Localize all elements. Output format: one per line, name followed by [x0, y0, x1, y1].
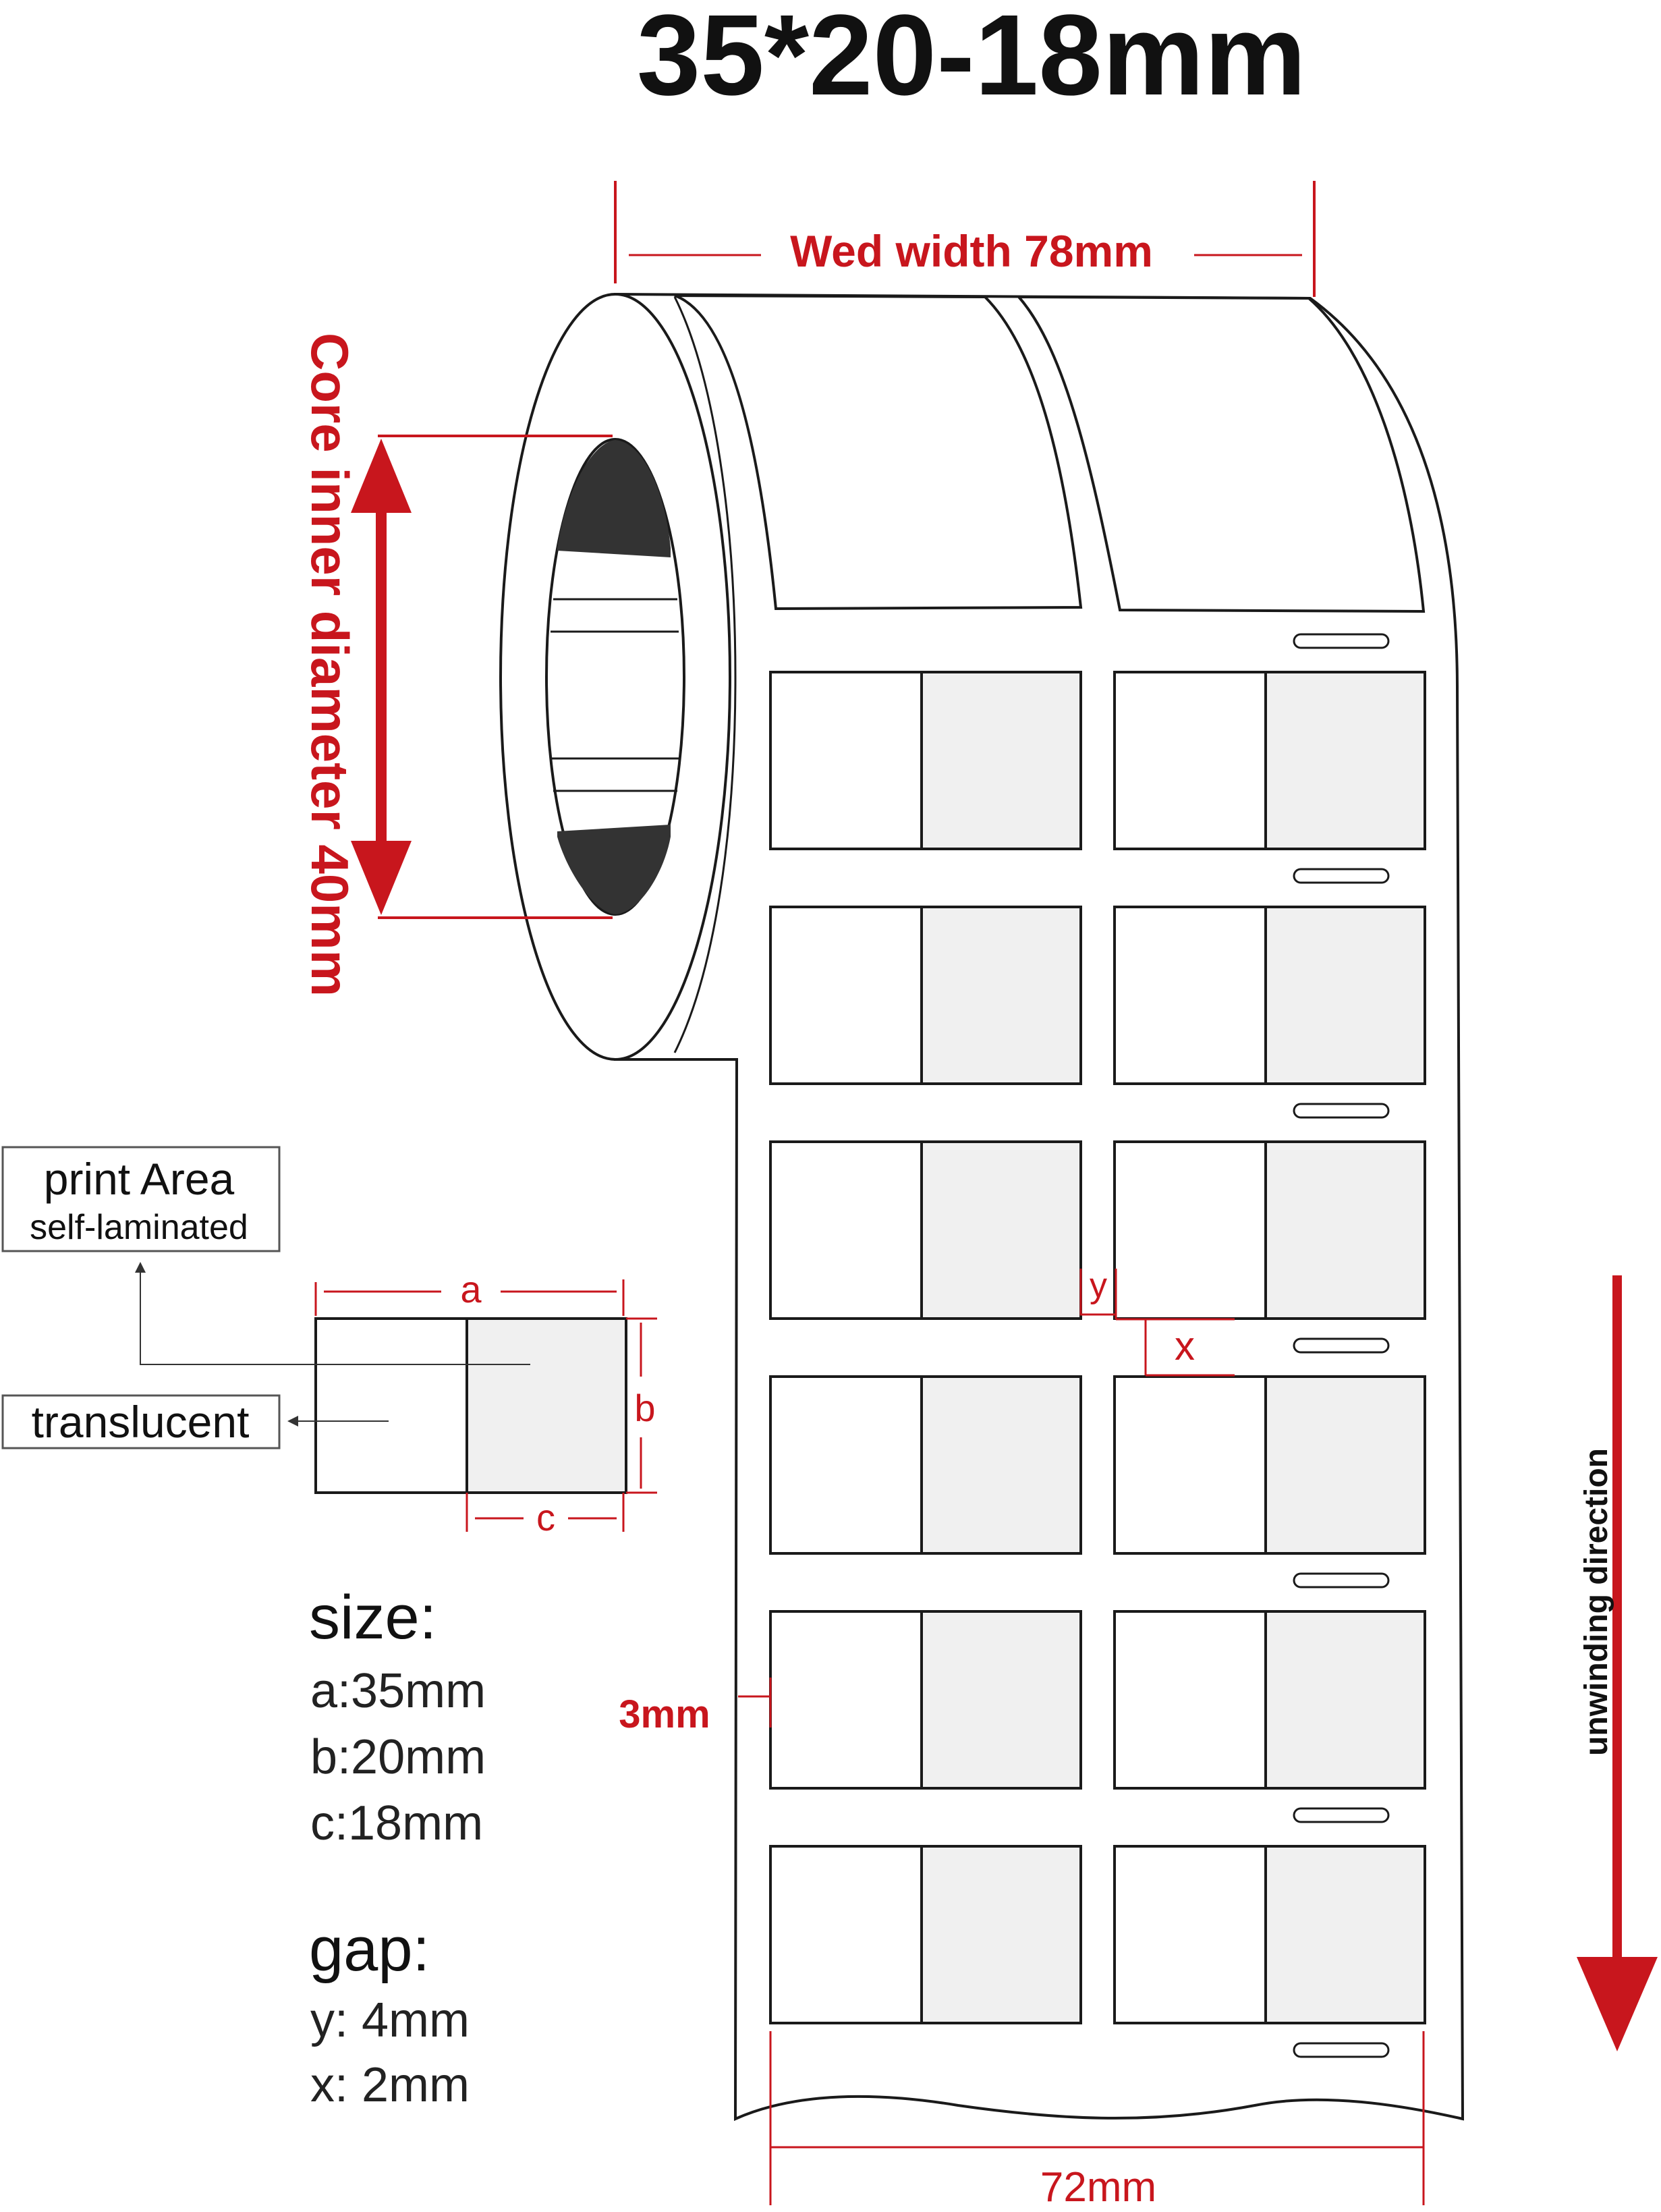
laminate-area-r1-c1	[922, 672, 1081, 849]
web-width-label: Wed width 78mm	[790, 226, 1153, 276]
dim-b-label: b	[634, 1387, 656, 1429]
gap-y: y: 4mm	[310, 1993, 470, 2047]
laminate-area-r6-c2	[1266, 1846, 1425, 2023]
bottom-width-label: 72mm	[1040, 2164, 1157, 2211]
gap-y-marker: y	[1090, 1266, 1107, 1305]
laminate-area-r2-c1	[922, 907, 1081, 1084]
sensor-slot	[1294, 1339, 1388, 1352]
roll-top-labels	[675, 296, 1424, 611]
laminate-area-r4-c1	[922, 1377, 1081, 1553]
print-area-label: print Area	[43, 1154, 235, 1204]
laminate-area-r1-c2	[1266, 672, 1425, 849]
label-legend	[3, 1147, 657, 1539]
sample-laminate-area	[467, 1319, 626, 1493]
sensor-slot	[1294, 1104, 1388, 1117]
laminate-area-r6-c1	[922, 1846, 1081, 2023]
size-a: a:35mm	[310, 1664, 486, 1718]
laminate-area-r5-c2	[1266, 1611, 1425, 1788]
sensor-slot	[1294, 1808, 1388, 1822]
side-margin-label: 3mm	[619, 1692, 710, 1736]
sensor-slot	[1294, 2043, 1388, 2057]
laminate-area-r3-c1	[922, 1142, 1081, 1319]
core-diameter-label: Core inner diameter 40mm	[300, 332, 360, 997]
spec-block	[309, 1583, 486, 2112]
self-laminated-label: self-laminated	[30, 1208, 248, 1247]
laminate-area-r2-c2	[1266, 907, 1425, 1084]
web-width-dimension	[615, 181, 1314, 297]
dim-c-label: c	[536, 1496, 555, 1539]
laminate-area-r3-c2	[1266, 1142, 1425, 1319]
gap-heading: gap:	[309, 1915, 430, 1984]
gap-x-marker: x	[1175, 1323, 1195, 1368]
unwinding-arrow-icon	[1577, 1957, 1658, 2051]
translucent-label: translucent	[31, 1397, 250, 1447]
sensor-slot	[1294, 1574, 1388, 1587]
sensor-slot	[1294, 634, 1388, 648]
unwinding-direction-label: unwinding direction	[1579, 1448, 1614, 1756]
size-b: b:20mm	[310, 1730, 486, 1784]
size-c: c:18mm	[310, 1796, 484, 1850]
size-heading: size:	[309, 1583, 437, 1652]
sensor-slot	[1294, 869, 1388, 883]
diagram-title: 35*20-18mm	[636, 0, 1307, 119]
gap-x: x: 2mm	[310, 2058, 470, 2112]
dim-a-label: a	[460, 1268, 482, 1310]
laminate-area-r4-c2	[1266, 1377, 1425, 1553]
unwinding-direction	[1577, 1275, 1658, 2051]
laminate-area-r5-c1	[922, 1611, 1081, 1788]
